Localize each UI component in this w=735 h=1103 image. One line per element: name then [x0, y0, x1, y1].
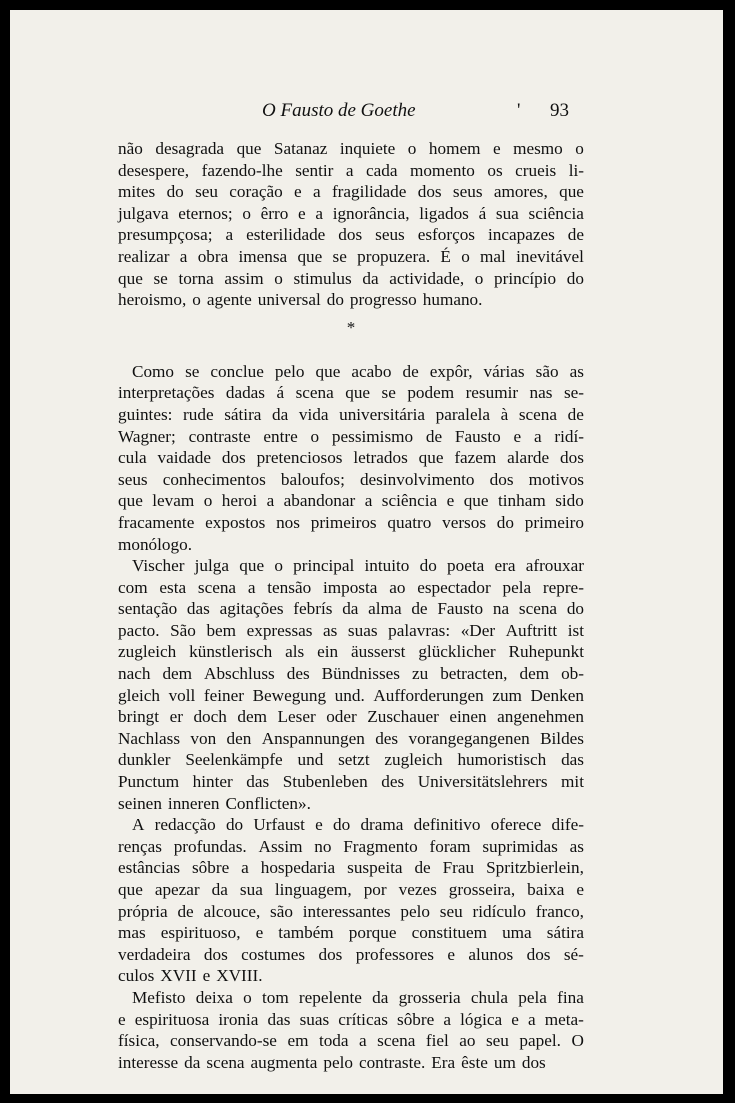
text-line: guintes: rude sátira da vida universitária paralela à scena de [118, 404, 584, 424]
text-line: Como se conclue pelo que acabo de expôr, várias são as [132, 361, 584, 381]
text-line: mites do seu coração e a fragilidade dos seus amores, que [118, 182, 584, 202]
text-line: cula vaidade dos pretenciosos letrados que fazem alarde dos [118, 448, 584, 468]
text-line: e espirituosa ironia das suas críticas sôbre a lógica e a meta- [118, 1009, 584, 1029]
text-line: não desagrada que Satanaz inquiete o homem e mesmo o [118, 139, 584, 158]
text-line: renças profundas. Assim no Fragmento foram suprimidas as [118, 836, 584, 856]
paragraph [118, 987, 584, 1073]
text-line: desespere, fazendo-lhe sentir a cada momento os crueis li- [118, 160, 584, 180]
text-line: presumpçosa; a esterilidade dos seus esforços incapazes de [118, 225, 584, 245]
running-header [10, 100, 723, 126]
book-page [10, 10, 723, 1094]
text-line: seus conhecimentos baloufos; desinvolvimento dos motivos [118, 469, 584, 489]
text-line: interpretações dadas á scena que se podem resumir nas se- [118, 383, 584, 403]
page-number: 93 [550, 100, 569, 121]
paragraph [118, 814, 584, 987]
text-line: Mefisto deixa o tom repelente da grosseria chula pela fina [132, 987, 584, 1007]
text-line: A redacção do Urfaust e do drama definitivo oferece dife- [132, 815, 584, 835]
text-line: monólogo. [118, 534, 193, 554]
text-line: seinen inneren Conflicten». [118, 793, 311, 813]
stray-mark: ' [517, 100, 521, 121]
text-line: verdadeira dos costumes dos professores e alunos dos sé- [118, 944, 584, 964]
text-line: que se torna assim o stimulus da actividade, o princípio do [118, 268, 584, 288]
paragraph [118, 555, 584, 814]
text-line: realizar a obra imensa que se propuzera. É o mal inevitável [118, 246, 584, 266]
text-line: Punctum hinter das Stubenleben des Universitätslehrers mit [118, 772, 584, 792]
text-line: nach dem Abschluss des Bündnisses zu betracten, dem ob- [118, 664, 584, 684]
section-break-asterism: * [346, 317, 356, 337]
text-line: julgava eternos; o êrro e a ignorância, ligados á sua sciência [118, 203, 584, 223]
text-line: que apezar da sua linguagem, por vezes grosseira, baixa e [118, 880, 584, 899]
text-line: interesse da scena augmenta pelo contraste. Era êste um dos [118, 1052, 546, 1072]
text-line: física, conservando-se em toda a scena fiel ao seu papel. O [118, 1031, 584, 1051]
text-line: mas espirituoso, e também porque constituem uma sátira [118, 923, 584, 943]
text-line: culos XVII e XVIII. [118, 966, 263, 986]
text-line: Wagner; contraste entre o pessimismo de Fausto e a ridí- [118, 426, 584, 446]
text-line: fracamente expostos nos primeiros quatro versos do primeiro [118, 512, 584, 532]
body-text [118, 138, 584, 1073]
text-line: própria de alcouce, são interessantes pelo seu ridículo franco, [118, 901, 584, 921]
text-line: com esta scena a tensão imposta ao espectador pela repre- [118, 577, 584, 597]
running-title: O Fausto de Goethe [262, 100, 416, 121]
text-line: estâncias sôbre a hospedaria suspeita de Frau Spritzbierlein, [118, 858, 584, 878]
text-line: bringt er doch dem Leser oder Zuschauer einen angenehmen [118, 707, 584, 727]
text-line: heroismo, o agente universal do progresso humano. [118, 290, 483, 310]
text-line: que levam o heroi a abandonar a sciência e que tinham sido [118, 491, 584, 511]
text-line: pacto. São bem expressas as suas palavras: «Der Auftritt ist [118, 620, 584, 640]
paragraph [118, 138, 584, 311]
text-line: gleich voll feiner Bewegung und. Aufforderungen zum Denken [118, 685, 584, 705]
paragraph [118, 361, 584, 555]
text-line: Nachlass von den Anspannungen des vorangegangenen Bildes [118, 728, 584, 748]
text-line: zugleich künstlerisch als ein äusserst glücklicher Ruhepunkt [118, 642, 584, 662]
text-line: Vischer julga que o principal intuito do poeta era afrouxar [132, 556, 584, 576]
text-line: dunkler Seelenkämpfe und setzt zugleich humoristisch das [118, 750, 584, 770]
text-line: sentação das agitações febrís da alma de Fausto na scena do [118, 599, 584, 619]
